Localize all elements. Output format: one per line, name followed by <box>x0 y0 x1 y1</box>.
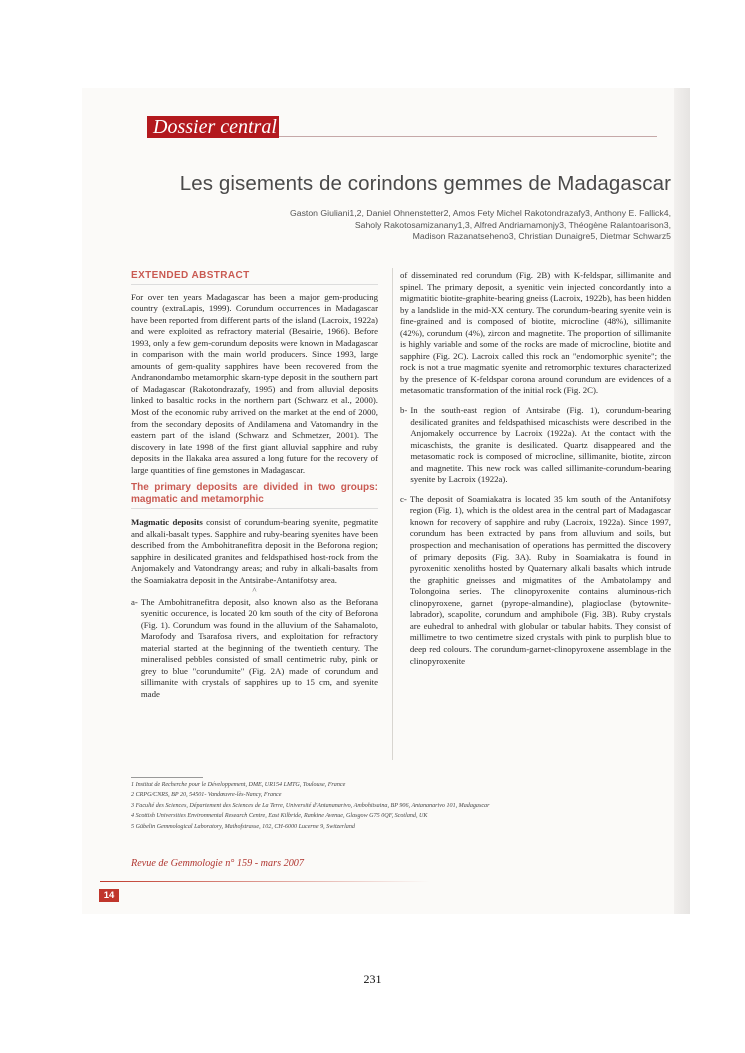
author-line: Saholy Rakotosamizanany1,3, Alfred Andriamamonjy3, Théogène Ralantoarison3, <box>354 219 671 230</box>
right-column <box>400 270 671 667</box>
left-column <box>131 270 378 701</box>
journal-page-badge: 14 <box>99 889 119 902</box>
list-item-b <box>400 405 671 486</box>
author-line: Gaston Giuliani1,2, Daniel Ohnenstetter2, Amos Fety Michel Rakotondrazafy3, Anthony E. Fallick4, <box>290 208 671 218</box>
abstract-heading: EXTENDED ABSTRACT <box>131 270 378 285</box>
author-list <box>200 208 671 243</box>
footnotes <box>131 780 671 832</box>
magmatic-term: Magmatic deposits <box>131 517 203 528</box>
footnote: 5 Gübelin Gemmological Laboratory, Maihofstrasse, 102, CH-6000 Lucerne 9, Switzerland <box>131 823 355 830</box>
footnote: 3 Faculté des Sciences, Département des Sciences de La Terre, Université d'Antananarivo, Ambohitsaina, BP 906, Antananarivo 101, Madagascar <box>131 802 490 809</box>
section-heading: The primary deposits are divided in two groups: magmatic and metamorphic <box>131 482 378 509</box>
abstract-paragraph: For over ten years Madagascar has been a major gem-producing country (extraLapis, 1999). Corundum occurrences in Madagascar have been reported from different parts of the island (Lacroix, 1922a) and were exploited as refractory material (Besairie, 1966). Before 1993, only a few gem-corundum deposits were known in Madagascar in comparison with the main world producers. Since 1993, large amounts of gem-quality sapphires have been recovered from the Andranondambo metamorphic skarn-type deposit in the southern part of Madagascar (Rakotondrazafy, 1995) and from alluvial deposits linked to basaltic rocks in the northern part (Schwarz et al., 2000). Most of the economic ruby arrived on the market at the end of 2000, from the secondary deposits of Andilamena and Vatomandry in the eastern part of the island (Schwarz and Schmetzer, 2001). The discovery in late 1998 of the first giant alluvial sapphire and ruby deposits in the Ilakaka area assured a long future for the recovery of large quantities of fine gemstones in Madagascar. <box>131 291 378 475</box>
footnote: 4 Scottish Universities Environmental Research Centre, East Kilbride, Rankine Avenue, Glasgow G75 0QF, Scotland, UK <box>131 813 428 820</box>
footnote: 2 CRPG/CNRS, BP 20, 54501- Vandœuvre-lès-Nancy, France <box>131 792 282 799</box>
list-label: b- <box>400 405 408 416</box>
list-item-a <box>131 597 378 701</box>
section-banner: Dossier central <box>147 116 279 138</box>
author-line: Madison Razanatseheno3, Christian Dunaigre5, Dietmar Schwarz5 <box>412 231 671 242</box>
list-text: The deposit of Soamiakatra is located 35 km south of the Antanifotsy region (Fig. 1), which is the oldest area in the central part of Madagascar known for recovery of sapphire and ruby (Lacroix, 1922a). Since 1997, corundum has been extracted by pans from alluvium and soils, but prospection and mechanisation of operations has permitted the discovery of primary deposits (Fig. 3A). Ruby in Soamiakatra is found in pyroxenitic xenoliths hosted by Quaternary alkali basalts which intrude the graphitic gneisses and migmatites of the Ambatolampy and Tolongoina series. The clinopyroxenite contains aluminous-rich clinopyroxene, garnet (pyrope-almandine), plagioclase (bytownite-labrador), scapolite, corundum and amphibole (Fig. 3B). Ruby crystals are euhedral to anhedral with globular or tabular habits. They consist of millimetre to two centimetre sized crystals with pink to purplish blue to deep red colours. The corundum-garnet-clinopyroxene assemblage in the clinopyroxenite <box>409 493 671 666</box>
list-text: In the south-east region of Antsirabe (Fig. 1), corundum-bearing desilicated granites and feldspathised micaschists were described in the Anjomakely occurrence by Lacroix (1922a). At the contact with the micaschists, the granite is desilicated. Quartz disappeared and the metasomatic rock is composed of microcline, sillimanite, biotite, zircon and magnetite. This new rock was called sillimanite-corundum-bearing syenite by Lacroix (1922a). <box>410 405 671 485</box>
journal-reference: Revue de Gemmologie n° 159 - mars 2007 <box>131 858 304 869</box>
column-divider <box>392 268 393 760</box>
article-title: Les gisements de corindons gemmes de Madagascar <box>179 172 671 195</box>
banner-rule <box>279 136 657 137</box>
page-edge-shadow <box>674 88 690 914</box>
list-item-c <box>400 494 671 667</box>
magmatic-text: consist of corundum-bearing syenite, pegmatite and alkali-basalt types. Sapphire and ruby-bearing syenites have been described from the Ambohitranefitra deposit in the Beforona region; sapphire in desilicated granites and feldspathised host-rock from the Anjomakely and Vatondrangy areas; and ruby in alkali-basalts from the Soamiakatra deposit in the Antsirabe-Antanifotsy area. <box>131 517 378 586</box>
list-text: The Ambohitranefitra deposit, also known also as the Beforana syenitic occurence, is located 20 km south of the city of Beforona (Fig. 1). Corundum was found in the alluvium of the Sahamaloto, Marofody and Tsarafosa rivers, and exploitation for refractory material started at the beginning of the twentieth century. The mineralised pebbles consisted of small centimetric ruby, pink or grey to blue "corundumite" (Fig. 2A) made of corundum and sillimanite with crystals of sapphires up to 15 cm, and syenite made <box>140 596 378 699</box>
page-number: 231 <box>363 972 382 986</box>
footer-rule <box>100 881 430 882</box>
list-label: a- <box>131 596 138 607</box>
magmatic-paragraph <box>131 517 378 586</box>
footnote: 1 Institut de Recherche pour le Développement, DME, UR154 LMTG, Toulouse, France <box>131 782 346 788</box>
continuation-paragraph: of disseminated red corundum (Fig. 2B) with K-feldspar, sillimanite and spinel. The primary deposit, a syenitic vein injected concordantly into a migmatitic biotite-graphite-bearing gneiss (Lacroix, 1922b), has been hidden by a landslide in the mid-XX century. The corundum-bearing syenite vein is fine-grained and is composed of biotite, microcline (48%), sillimanite (42%), corundum (4%), zircon and magnetite. The proportion of sillimanite is highly variable and some of the rocks are made of microcline, biotite and sapphire (Fig. 2C). Lacroix called this rock an "endomorphic syenite"; the rock is not a true magmatic syenite and retromorphic textures characterized by the presence of K-feldspar corona around corundum are evidences of a metasomatic transformation of the initial rock (Fig. 2C). <box>400 270 671 396</box>
separator-mark: ^ <box>252 584 257 595</box>
list-label: c- <box>400 493 407 504</box>
footnote-rule <box>131 777 203 778</box>
